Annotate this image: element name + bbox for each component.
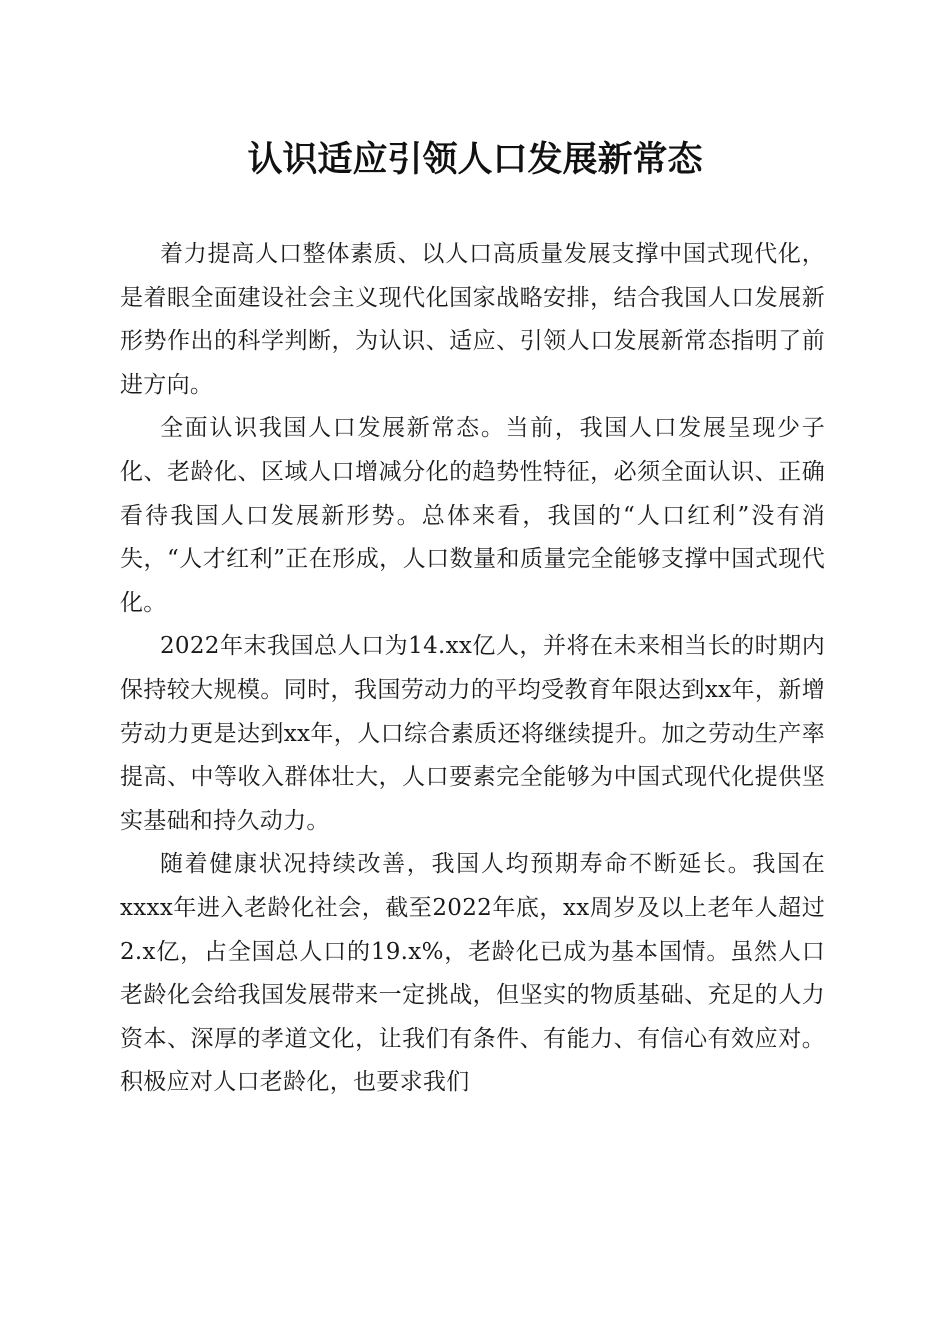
document-title: 认识适应引领人口发展新常态 xyxy=(247,139,703,180)
paragraph-4: 随着健康状况持续改善，我国人均预期寿命不断延长。我国在xxxx年进入老龄化社会，截至2022年底，xx周岁及以上老年人超过2.x亿，占全国总人口的19.x%，老龄化已成为基本国情。虽然人口老龄化会给我国发展带来一定挑战，但坚实的物质基础、充足的人力资本、深厚的孝道文化，让我们有条件、有能力、有信心有效应对。积极应对人口老龄化，也要求我们 xyxy=(120,851,825,1096)
paragraph-1: 着力提高人口整体素质、以人口高质量发展支撑中国式现代化，是着眼全面建设社会主义现代化国家战略安排，结合我国人口发展新形势作出的科学判断，为认识、适应、引领人口发展新常态指明了前进方向。 xyxy=(120,241,825,398)
document-body xyxy=(120,233,825,1105)
paragraph-3: 2022年末我国总人口为14.xx亿人，并将在未来相当长的时期内保持较大规模。同时，我国劳动力的平均受教育年限达到xx年，新增劳动力更是达到xx年，人口综合素质还将继续提升。加之劳动生产率提高、中等收入群体壮大，人口要素完全能够为中国式现代化提供坚实基础和持久动力。 xyxy=(120,633,825,834)
paragraph-2: 全面认识我国人口发展新常态。当前，我国人口发展呈现少子化、老龄化、区域人口增减分化的趋势性特征，必须全面认识、正确看待我国人口发展新形势。总体来看，我国的“人口红利”没有消失，“人才红利”正在形成，人口数量和质量完全能够支撑中国式现代化。 xyxy=(120,415,825,616)
